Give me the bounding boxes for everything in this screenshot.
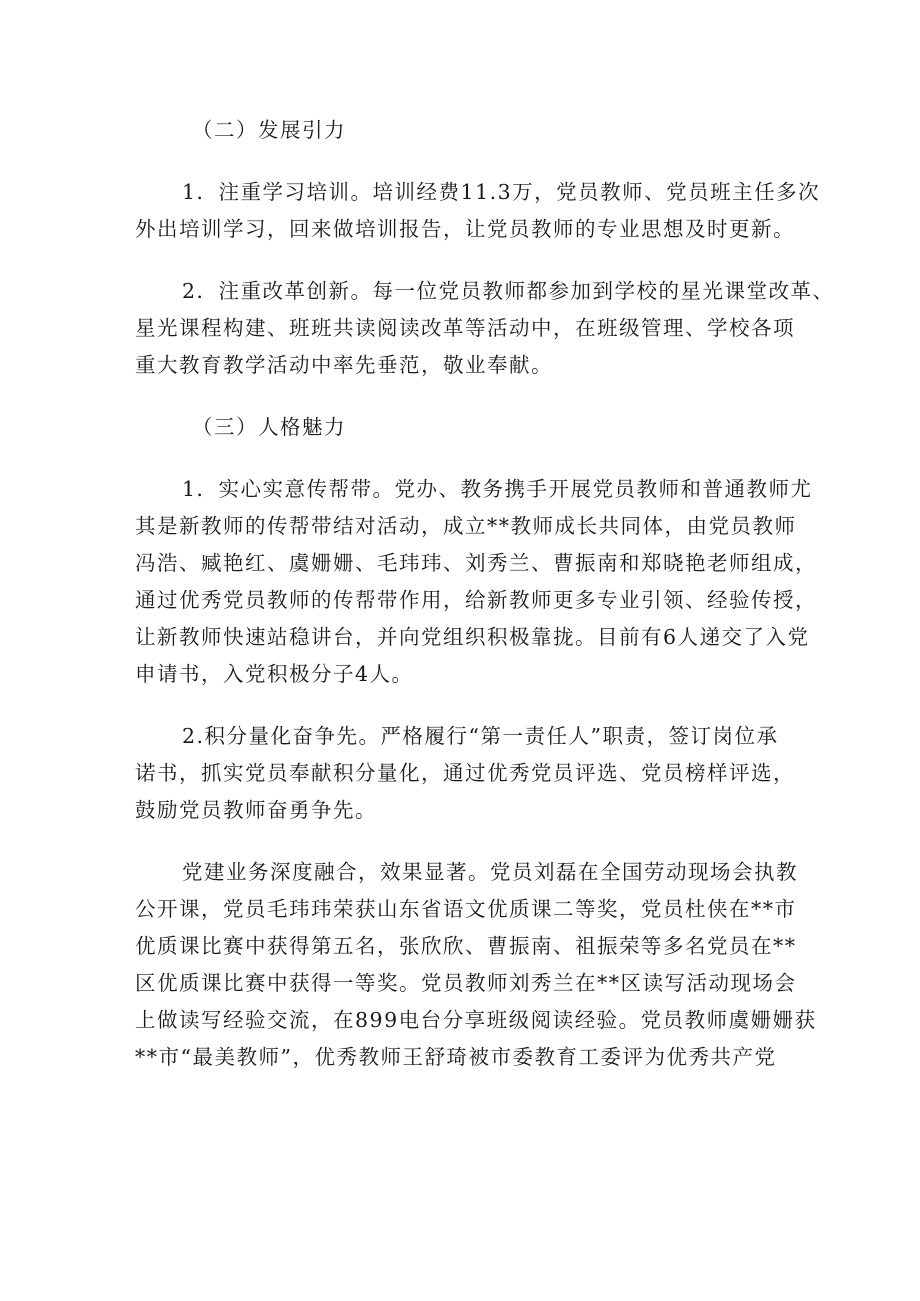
paragraph-line: 鼓励党员教师奋勇争先。 — [135, 798, 377, 822]
paragraph-line: 公开课，党员毛玮玮荣获山东省语文优质课二等奖，党员杜侠在**市 — [135, 897, 797, 921]
paragraph-line: 优质课比赛中获得第五名，张欣欣、曹振南、祖振荣等多名党员在** — [135, 934, 797, 958]
paragraph-line: 1．实心实意传帮带。党办、教务携手开展党员教师和普通教师尤 — [182, 477, 813, 501]
paragraph-line: 通过优秀党员教师的传帮带作用，给新教师更多专业引领、经验传授， — [135, 588, 817, 612]
section-heading-personality — [135, 409, 800, 446]
paragraph-line: 2.积分量化奋争先。严格履行“第一责任人”职责，签订岗位承 — [182, 724, 779, 748]
paragraph-line: 让新教师快速站稳讲台，并向党组织积极靠拢。目前有6人递交了入党 — [135, 625, 810, 649]
paragraph-line: 1．注重学习培训。培训经费11.3万，党员教师、党员班主任多次 — [182, 180, 821, 204]
paragraph-line: 上做读写经验交流，在899电台分享班级阅读经验。党员教师虞姗姗获 — [135, 1008, 817, 1032]
paragraph-line: 诺书，抓实党员奉献积分量化，通过优秀党员评选、党员榜样评选， — [135, 761, 795, 785]
spacer — [135, 248, 800, 273]
paragraph-achievements — [135, 854, 817, 1076]
paragraph-line: 星光课程构建、班班共读阅读改革等活动中，在班级管理、学校各项 — [135, 316, 795, 340]
paragraph-line: 其是新教师的传帮带结对活动，成立**教师成长共同体，由党员教师 — [135, 514, 797, 538]
paragraph-line: 申请书，入党积极分子4人。 — [135, 662, 414, 686]
paragraph-line: 党建业务深度融合，效果显著。党员刘磊在全国劳动现场会执教 — [182, 860, 798, 884]
spacer — [135, 384, 800, 409]
spacer — [135, 446, 800, 471]
paragraph-line: 2．注重改革创新。每一位党员教师都参加到学校的星光课堂改革、 — [182, 279, 835, 303]
paragraph-line: 重大教育教学活动中率先垂范，敬业奉献。 — [135, 353, 553, 377]
paragraph-line: 冯浩、臧艳红、虞姗姗、毛玮玮、刘秀兰、曹振南和郑晓艳老师组成， — [135, 551, 817, 575]
paragraph-line: **市“最美教师”，优秀教师王舒琦被市委教育工委评为优秀共产党 — [135, 1045, 777, 1069]
paragraph-line: 外出培训学习，回来做培训报告，让党员教师的专业思想及时更新。 — [135, 217, 795, 241]
paragraph-reform-innovation — [135, 273, 835, 384]
paragraph-mentoring — [135, 471, 817, 693]
heading-text: （二）发展引力 — [192, 118, 346, 142]
paragraph-study-training — [135, 174, 821, 248]
paragraph-points-quantification — [135, 718, 800, 829]
heading-text: （三）人格魅力 — [192, 415, 346, 439]
spacer — [135, 829, 800, 854]
section-heading-development — [135, 112, 800, 149]
spacer — [135, 149, 800, 174]
document-body — [135, 112, 835, 1076]
spacer — [135, 693, 800, 718]
paragraph-line: 区优质课比赛中获得一等奖。党员教师刘秀兰在**区读写活动现场会 — [135, 971, 797, 995]
